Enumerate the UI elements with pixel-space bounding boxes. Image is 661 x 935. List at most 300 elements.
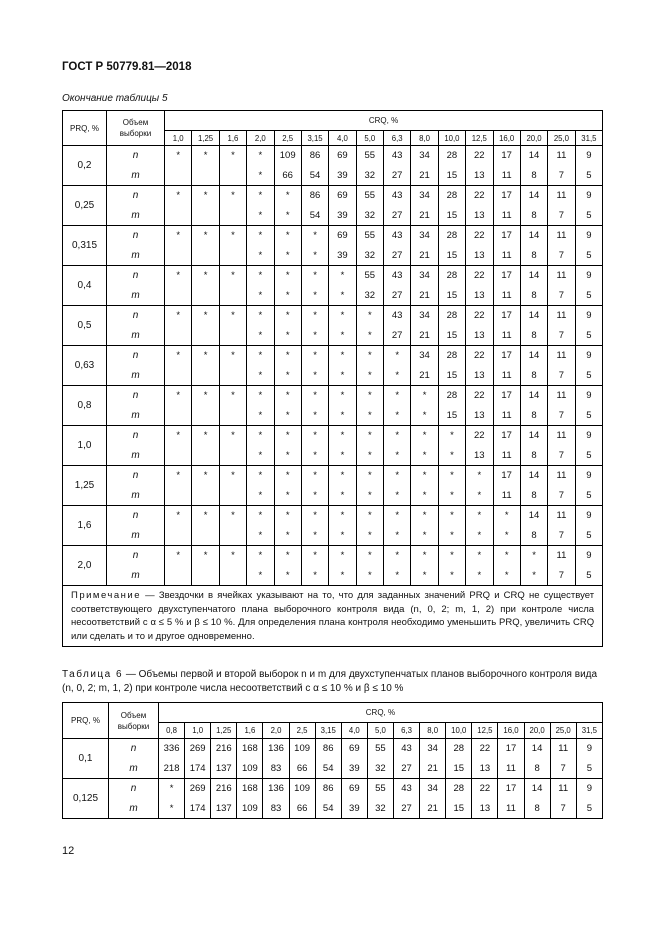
cell-n: * (274, 186, 301, 206)
table-row (63, 566, 603, 586)
cell-n: 34 (411, 346, 438, 366)
cell-m (192, 366, 219, 386)
cell-n: * (411, 546, 438, 566)
cell-m: 5 (575, 566, 602, 586)
crq-column-header: 1,0 (185, 723, 211, 739)
cell-m: * (384, 406, 411, 426)
cell-m: * (356, 566, 383, 586)
cell-m: 15 (438, 166, 465, 186)
cell-m: 5 (575, 406, 602, 426)
cell-m (192, 246, 219, 266)
cell-n: 22 (466, 346, 493, 366)
cell-n: * (165, 186, 192, 206)
cell-m: 5 (576, 759, 602, 779)
note-label: Примечание (71, 590, 141, 601)
cell-n: 43 (384, 306, 411, 326)
cell-n: * (466, 506, 493, 526)
cell-n: * (219, 186, 246, 206)
cell-m: 11 (493, 326, 520, 346)
cell-n: 9 (575, 306, 602, 326)
cell-n: * (520, 546, 547, 566)
cell-m: 8 (524, 799, 550, 819)
cell-n: 14 (524, 779, 550, 799)
cell-n: * (438, 506, 465, 526)
cell-m: * (411, 406, 438, 426)
crq-column-header: 1,25 (211, 723, 237, 739)
cell-n: * (329, 426, 356, 446)
cell-n: * (219, 146, 246, 166)
cell-n: * (274, 426, 301, 446)
cell-m: 7 (548, 406, 575, 426)
cell-m: 5 (575, 486, 602, 506)
cell-n: 22 (472, 739, 498, 759)
cell-m: * (301, 446, 328, 466)
table-row (63, 386, 603, 406)
cell-m: * (274, 206, 301, 226)
cell-n: 11 (550, 779, 576, 799)
label-m: m (107, 326, 165, 346)
cell-m: 39 (329, 206, 356, 226)
label-m: m (107, 406, 165, 426)
cell-m: 174 (185, 759, 211, 779)
cell-n: * (192, 226, 219, 246)
cell-m: 21 (411, 206, 438, 226)
crq-column-header: 6,3 (393, 723, 419, 739)
cell-n: 28 (438, 266, 465, 286)
table-row (63, 366, 603, 386)
cell-m: 11 (493, 246, 520, 266)
cell-n: 14 (524, 739, 550, 759)
table-row (63, 326, 603, 346)
cell-n: * (219, 466, 246, 486)
cell-m: 7 (548, 286, 575, 306)
cell-n: * (165, 146, 192, 166)
cell-m: 11 (498, 799, 524, 819)
cell-n: * (301, 386, 328, 406)
cell-m: 7 (548, 446, 575, 466)
cell-n: * (165, 346, 192, 366)
cell-n: 34 (411, 146, 438, 166)
cell-m: * (301, 326, 328, 346)
prq-value: 1,6 (63, 506, 107, 546)
cell-n: 14 (520, 426, 547, 446)
crq-column-header: 5,0 (367, 723, 393, 739)
cell-n: * (384, 426, 411, 446)
cell-m: 27 (384, 326, 411, 346)
prq-value: 0,125 (63, 779, 109, 819)
cell-m: * (329, 486, 356, 506)
label-n: n (107, 426, 165, 446)
crq-column-header: 1,6 (219, 131, 246, 146)
cell-n: 168 (237, 739, 263, 759)
cell-n: * (356, 426, 383, 446)
cell-n: 86 (315, 779, 341, 799)
cell-m: 54 (315, 799, 341, 819)
cell-m: * (274, 566, 301, 586)
cell-n: * (247, 506, 274, 526)
cell-n: 43 (384, 146, 411, 166)
table-row (63, 226, 603, 246)
cell-n: 9 (576, 779, 602, 799)
cell-n: 28 (438, 146, 465, 166)
cell-n: * (384, 506, 411, 526)
cell-n: * (247, 146, 274, 166)
cell-m (165, 366, 192, 386)
cell-n: * (219, 226, 246, 246)
cell-n: 55 (367, 779, 393, 799)
cell-m: * (493, 526, 520, 546)
cell-m (192, 166, 219, 186)
cell-m: 8 (520, 246, 547, 266)
cell-m: 39 (329, 246, 356, 266)
cell-m: 66 (289, 799, 315, 819)
prq-value: 0,4 (63, 266, 107, 306)
cell-n: * (301, 266, 328, 286)
prq-value: 0,2 (63, 146, 107, 186)
cell-n: 11 (548, 426, 575, 446)
cell-n: 22 (472, 779, 498, 799)
cell-m: * (274, 486, 301, 506)
cell-m: * (438, 526, 465, 546)
cell-m: 13 (472, 799, 498, 819)
cell-m: 7 (548, 166, 575, 186)
cell-n: 109 (289, 739, 315, 759)
label-n: n (107, 346, 165, 366)
cell-m: * (247, 286, 274, 306)
cell-m: * (466, 526, 493, 546)
cell-n: 14 (520, 506, 547, 526)
page-number: 12 (62, 845, 75, 857)
prq-value: 0,315 (63, 226, 107, 266)
cell-m (219, 246, 246, 266)
cell-n: * (219, 306, 246, 326)
cell-n: * (301, 506, 328, 526)
cell-n: * (411, 466, 438, 486)
cell-n: * (247, 546, 274, 566)
cell-m: * (384, 446, 411, 466)
cell-n: * (219, 506, 246, 526)
cell-m: * (411, 446, 438, 466)
cell-m (165, 406, 192, 426)
crq-column-header: 3,15 (315, 723, 341, 739)
cell-m: 8 (520, 406, 547, 426)
crq-header: CRQ, % (159, 703, 603, 723)
label-m: m (109, 759, 159, 779)
cell-n: 55 (356, 266, 383, 286)
crq-column-header: 6,3 (384, 131, 411, 146)
cell-m: * (411, 486, 438, 506)
cell-n: * (301, 466, 328, 486)
cell-n: 28 (446, 739, 472, 759)
cell-n: 9 (575, 146, 602, 166)
cell-m (219, 366, 246, 386)
cell-n: * (247, 346, 274, 366)
label-m: m (107, 526, 165, 546)
cell-n: 34 (411, 306, 438, 326)
table-row (63, 759, 603, 779)
table6 (62, 702, 603, 819)
table-row (63, 406, 603, 426)
cell-m: * (301, 526, 328, 546)
cell-n: * (192, 306, 219, 326)
cell-n: 136 (263, 739, 289, 759)
crq-column-header: 2,0 (247, 131, 274, 146)
table-row (63, 546, 603, 566)
cell-n: 22 (466, 226, 493, 246)
cell-n: * (301, 346, 328, 366)
cell-m (192, 206, 219, 226)
cell-m: * (329, 366, 356, 386)
table-row (63, 286, 603, 306)
cell-n: 9 (576, 739, 602, 759)
cell-m: 15 (438, 286, 465, 306)
label-m: m (107, 206, 165, 226)
cell-n: 9 (575, 186, 602, 206)
cell-n: * (247, 186, 274, 206)
label-n: n (107, 386, 165, 406)
prq-value: 2,0 (63, 546, 107, 586)
prq-value: 0,1 (63, 739, 109, 779)
crq-column-header: 5,0 (356, 131, 383, 146)
cell-n: * (384, 346, 411, 366)
cell-m: * (274, 326, 301, 346)
cell-n: * (247, 466, 274, 486)
cell-m: * (247, 326, 274, 346)
cell-n: 43 (384, 266, 411, 286)
cell-m: 21 (411, 326, 438, 346)
cell-m: * (247, 366, 274, 386)
cell-n: 14 (520, 226, 547, 246)
label-n: n (109, 779, 159, 799)
cell-n: 14 (520, 186, 547, 206)
cell-m: * (329, 446, 356, 466)
cell-n: * (466, 546, 493, 566)
cell-n: 22 (466, 186, 493, 206)
cell-m: * (384, 366, 411, 386)
crq-column-header: 8,0 (420, 723, 446, 739)
cell-m: * (301, 286, 328, 306)
cell-n: * (438, 466, 465, 486)
cell-n: 55 (356, 186, 383, 206)
table5 (62, 110, 603, 647)
cell-m (192, 326, 219, 346)
cell-n: 11 (548, 386, 575, 406)
cell-n: 28 (438, 226, 465, 246)
cell-n: * (192, 346, 219, 366)
crq-column-header: 20,0 (520, 131, 547, 146)
crq-column-header: 2,5 (274, 131, 301, 146)
label-m: m (107, 486, 165, 506)
cell-m: 21 (411, 286, 438, 306)
cell-n: * (165, 226, 192, 246)
cell-m: 5 (575, 166, 602, 186)
cell-m: * (356, 406, 383, 426)
table6-caption-label: Таблица 6 (62, 669, 124, 680)
cell-n: 34 (411, 266, 438, 286)
prq-value: 0,8 (63, 386, 107, 426)
cell-m: 54 (301, 206, 328, 226)
cell-n: 17 (498, 739, 524, 759)
cell-m: * (466, 486, 493, 506)
cell-n: 14 (520, 346, 547, 366)
cell-n: * (247, 266, 274, 286)
cell-m: * (301, 566, 328, 586)
crq-column-header: 16,0 (498, 723, 524, 739)
table-row (63, 346, 603, 366)
cell-m: * (329, 526, 356, 546)
cell-m: 32 (356, 286, 383, 306)
cell-m: 27 (384, 166, 411, 186)
cell-m: * (247, 406, 274, 426)
cell-n: * (247, 386, 274, 406)
cell-m: 8 (520, 286, 547, 306)
cell-m: 66 (274, 166, 301, 186)
cell-m: 32 (356, 206, 383, 226)
cell-m: 83 (263, 799, 289, 819)
cell-n: * (466, 466, 493, 486)
cell-m: * (274, 526, 301, 546)
table5-note (63, 586, 603, 647)
table-row (63, 506, 603, 526)
cell-n: 86 (315, 739, 341, 759)
crq-column-header: 25,0 (550, 723, 576, 739)
cell-m: 5 (576, 799, 602, 819)
cell-m: 32 (356, 246, 383, 266)
cell-m (219, 486, 246, 506)
cell-m (165, 486, 192, 506)
cell-n: 22 (466, 306, 493, 326)
label-n: n (107, 146, 165, 166)
cell-m: 27 (384, 206, 411, 226)
cell-n: 269 (185, 739, 211, 759)
cell-m (165, 566, 192, 586)
table-row (63, 186, 603, 206)
cell-n: * (247, 426, 274, 446)
cell-m: 5 (575, 206, 602, 226)
cell-m: * (301, 406, 328, 426)
cell-m: * (301, 366, 328, 386)
cell-n: 11 (548, 186, 575, 206)
label-m: m (107, 446, 165, 466)
cell-n: * (274, 386, 301, 406)
cell-m: 7 (548, 326, 575, 346)
cell-n: 22 (466, 386, 493, 406)
cell-m: 109 (237, 799, 263, 819)
cell-n: 11 (548, 306, 575, 326)
label-n: n (107, 466, 165, 486)
cell-m (192, 486, 219, 506)
cell-n: 136 (263, 779, 289, 799)
cell-m: 39 (329, 166, 356, 186)
cell-n: 17 (493, 386, 520, 406)
cell-m: 15 (438, 366, 465, 386)
cell-n: 22 (466, 266, 493, 286)
cell-m (165, 206, 192, 226)
cell-n: * (438, 426, 465, 446)
cell-n: * (329, 546, 356, 566)
cell-m: 7 (548, 486, 575, 506)
cell-m: 8 (520, 166, 547, 186)
cell-n: 14 (520, 466, 547, 486)
crq-column-header: 1,0 (165, 131, 192, 146)
cell-m: * (384, 486, 411, 506)
cell-m (165, 166, 192, 186)
cell-m (165, 286, 192, 306)
prq-value: 0,5 (63, 306, 107, 346)
cell-m: 8 (520, 526, 547, 546)
cell-m: * (247, 166, 274, 186)
cell-n: 86 (301, 186, 328, 206)
cell-n: 55 (367, 739, 393, 759)
cell-m: * (159, 799, 185, 819)
cell-m (219, 166, 246, 186)
cell-m (219, 406, 246, 426)
cell-m: 8 (520, 366, 547, 386)
cell-m: 39 (341, 759, 367, 779)
cell-m: 13 (466, 246, 493, 266)
cell-n: 11 (548, 506, 575, 526)
cell-m (165, 246, 192, 266)
cell-m: 54 (315, 759, 341, 779)
cell-m: 13 (466, 326, 493, 346)
crq-column-header: 4,0 (341, 723, 367, 739)
cell-m (165, 446, 192, 466)
cell-m: * (411, 526, 438, 546)
table-row (63, 146, 603, 166)
cell-n: * (356, 346, 383, 366)
cell-m: 27 (393, 759, 419, 779)
cell-n: 14 (520, 306, 547, 326)
crq-column-header: 10,0 (438, 131, 465, 146)
cell-m (192, 566, 219, 586)
cell-m: * (329, 406, 356, 426)
cell-m: 32 (367, 759, 393, 779)
cell-n: 216 (211, 779, 237, 799)
cell-n: 28 (438, 386, 465, 406)
crq-column-header: 0,8 (159, 723, 185, 739)
cell-n: * (329, 306, 356, 326)
cell-n: 55 (356, 146, 383, 166)
table6-caption (62, 668, 602, 696)
cell-n: * (192, 266, 219, 286)
cell-m: 83 (263, 759, 289, 779)
cell-m (219, 206, 246, 226)
table6-caption-text: — Объемы первой и второй выборок n и m для двухступенчатых планов выборочного контроля вида (n, 0, 2; m, 1, 2) при контроле числа несоответствий с α ≤ 10 % и β ≤ 10 % (62, 669, 598, 694)
cell-m: 15 (438, 206, 465, 226)
cell-n: * (165, 266, 192, 286)
cell-m (165, 326, 192, 346)
cell-n: 17 (493, 146, 520, 166)
cell-m: * (301, 486, 328, 506)
cell-m (192, 526, 219, 546)
cell-m: * (438, 446, 465, 466)
cell-n: * (219, 386, 246, 406)
cell-n: * (165, 306, 192, 326)
cell-m: * (384, 566, 411, 586)
cell-n: 9 (575, 386, 602, 406)
cell-n: 109 (274, 146, 301, 166)
cell-n: * (411, 506, 438, 526)
crq-column-header: 25,0 (548, 131, 575, 146)
cell-m: 8 (520, 446, 547, 466)
cell-m: * (247, 486, 274, 506)
cell-m: 27 (384, 246, 411, 266)
cell-m: * (438, 486, 465, 506)
cell-n: 11 (548, 146, 575, 166)
cell-m: 7 (548, 566, 575, 586)
document-header: ГОСТ Р 50779.81—2018 (62, 61, 192, 73)
cell-n: 28 (438, 306, 465, 326)
